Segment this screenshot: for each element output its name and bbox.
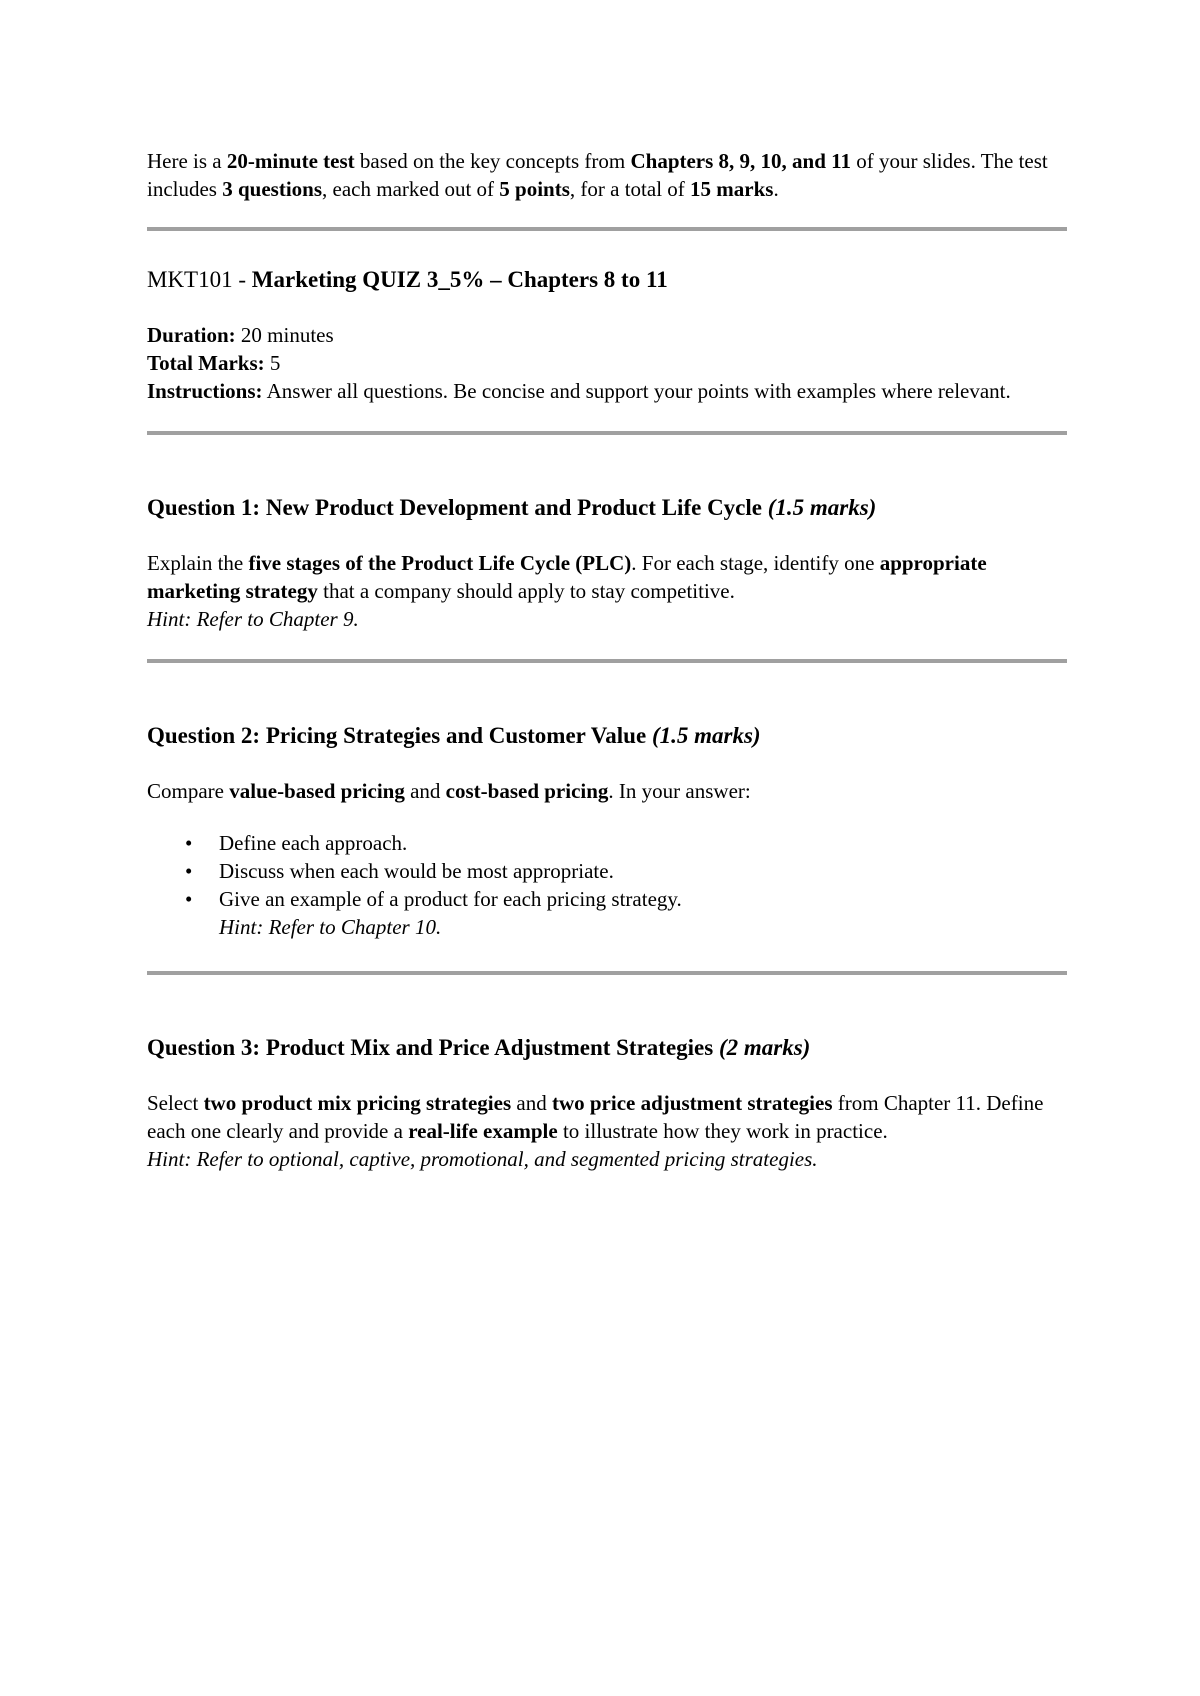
question-1-marks: (1.5 marks) — [767, 495, 877, 520]
horizontal-rule — [147, 227, 1067, 231]
question-3-body — [147, 1089, 1067, 1173]
question-2-marks: (1.5 marks) — [651, 723, 761, 748]
instructions-line — [147, 377, 1067, 405]
question-text-segment: Select — [147, 1091, 204, 1115]
bullet-icon: • — [185, 887, 193, 911]
intro-text: based on the key concepts from — [354, 149, 631, 173]
question-1-title: Question 1: New Product Development and Product Life Cycle — [147, 495, 768, 520]
course-code: MKT101 - — [147, 267, 252, 292]
question-3-title: Question 3: Product Mix and Price Adjustment Strategies — [147, 1035, 719, 1060]
question-3-marks: (2 marks) — [718, 1035, 811, 1060]
question-text-segment: from Chapter 11. Define each one clearly and provide a — [147, 1091, 1044, 1143]
question-2-hint — [147, 913, 1067, 941]
intro-text: of your slides. The test includes — [147, 149, 1048, 201]
total-marks-value: 5 — [264, 351, 281, 375]
question-2 — [147, 721, 1067, 941]
document-page — [147, 147, 1067, 1199]
question-bold-segment: appropriate marketing strategy — [147, 551, 987, 603]
question-bold-segment: value-based pricing — [229, 779, 405, 803]
question-2-bullet-list — [147, 829, 1067, 913]
list-item — [147, 829, 1067, 857]
intro-bold: 15 marks — [690, 177, 774, 201]
question-3-hint — [147, 1145, 1067, 1173]
quiz-meta — [147, 321, 1067, 405]
instructions-value: Answer all questions. Be concise and support your points with examples where relevant. — [262, 379, 1011, 403]
total-marks-label: Total Marks: — [147, 351, 265, 375]
question-1-text — [147, 549, 1067, 605]
intro-bold: Chapters 8, 9, 10, and 11 — [630, 149, 851, 173]
question-bold-segment: five stages of the Product Life Cycle (PLC) — [248, 551, 632, 575]
question-1-heading — [147, 493, 1067, 523]
question-text-segment: Compare — [147, 779, 230, 803]
question-3 — [147, 1033, 1067, 1173]
duration-label: Duration: — [147, 323, 236, 347]
question-bold-segment: two product mix pricing strategies — [203, 1091, 512, 1115]
question-3-text — [147, 1089, 1067, 1145]
list-item — [147, 885, 1067, 913]
horizontal-rule — [147, 659, 1067, 663]
question-text-segment: Explain the — [147, 551, 249, 575]
list-item-text: Give an example of a product for each pricing strategy. — [219, 887, 682, 911]
list-item — [147, 857, 1067, 885]
quiz-title-text: Marketing QUIZ 3_5% – Chapters 8 to 11 — [251, 267, 668, 292]
quiz-title — [147, 265, 1067, 295]
intro-text: Here is a — [147, 149, 227, 173]
question-2-title: Question 2: Pricing Strategies and Customer Value — [147, 723, 652, 748]
question-1-hint — [147, 605, 1067, 633]
intro-text: , each marked out of — [322, 177, 500, 201]
question-2-text — [147, 777, 1067, 805]
list-item-text: Discuss when each would be most appropriate. — [219, 859, 614, 883]
intro-bold: 3 questions — [222, 177, 323, 201]
intro-text: , for a total of — [569, 177, 691, 201]
intro-paragraph — [147, 147, 1067, 203]
hint-text: Hint: Refer to optional, captive, promotional, and segmented pricing strategies. — [147, 1147, 818, 1171]
question-bold-segment: real-life example — [408, 1119, 558, 1143]
duration-value: 20 minutes — [235, 323, 334, 347]
question-bold-segment: two price adjustment strategies — [551, 1091, 833, 1115]
list-item-text: Define each approach. — [219, 831, 408, 855]
question-2-list-block — [147, 829, 1067, 941]
hint-text: Hint: Refer to Chapter 9. — [147, 607, 359, 631]
horizontal-rule — [147, 431, 1067, 435]
duration-line — [147, 321, 1067, 349]
question-1-body — [147, 549, 1067, 633]
instructions-label: Instructions: — [147, 379, 263, 403]
question-bold-segment: cost-based pricing — [445, 779, 609, 803]
intro-bold: 20-minute test — [226, 149, 355, 173]
question-3-heading — [147, 1033, 1067, 1063]
bullet-icon: • — [185, 831, 193, 855]
question-2-heading — [147, 721, 1067, 751]
hint-text: Hint: Refer to Chapter 10. — [219, 915, 442, 939]
question-text-segment: to illustrate how they work in practice. — [557, 1119, 888, 1143]
total-marks-line — [147, 349, 1067, 377]
horizontal-rule — [147, 971, 1067, 975]
question-1 — [147, 493, 1067, 633]
question-text-segment: and — [511, 1091, 552, 1115]
question-text-segment: that a company should apply to stay competitive. — [317, 579, 735, 603]
intro-bold: 5 points — [499, 177, 570, 201]
question-text-segment: . In your answer: — [608, 779, 751, 803]
question-text-segment: and — [404, 779, 446, 803]
intro-text: . — [773, 177, 779, 201]
question-text-segment: . For each stage, identify one — [631, 551, 880, 575]
bullet-icon: • — [185, 859, 193, 883]
